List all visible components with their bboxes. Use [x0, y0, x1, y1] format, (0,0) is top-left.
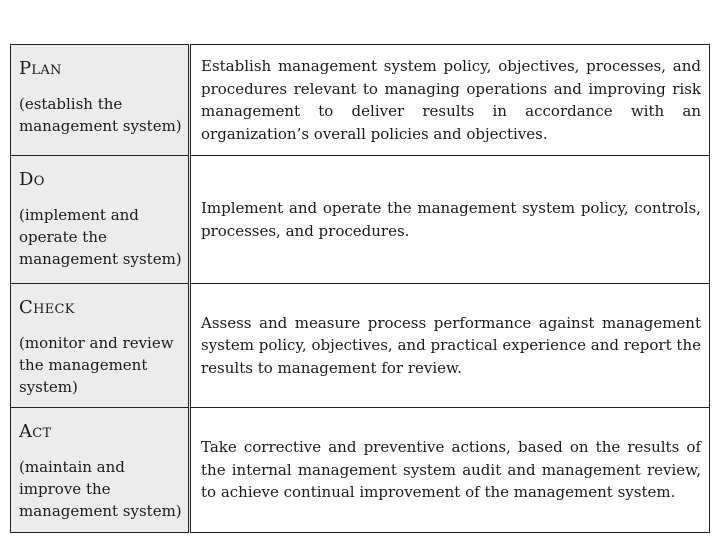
phase-description-check: Assess and measure process performance against management system policy, objectives, and practical experience and report the results to management for review. [201, 313, 701, 377]
phase-subtitle-act: (maintain and improve the management system) [19, 458, 182, 520]
phase-name-plan: Plan [19, 58, 62, 79]
phase-cell-check [11, 284, 190, 408]
table-row-check [11, 284, 710, 408]
phase-subtitle-plan: (establish the management system) [19, 95, 182, 135]
description-cell-act [190, 408, 710, 533]
table-row-act [11, 408, 710, 533]
description-cell-do [190, 156, 710, 284]
phase-cell-act [11, 408, 190, 533]
table-row-plan [11, 45, 710, 156]
phase-description-plan: Establish management system policy, objectives, processes, and procedures relevant to managing operations and improving risk management to deliver results in accordance with an organization’s overall policies and objectives. [201, 57, 701, 143]
phase-description-do: Implement and operate the management system policy, controls, processes, and procedures. [201, 199, 701, 240]
phase-description-act: Take corrective and preventive actions, based on the results of the internal management system audit and management review, to achieve continual improvement of the management system. [201, 438, 701, 502]
phase-subtitle-check: (monitor and review the management system) [19, 334, 174, 396]
phase-name-check: Check [19, 297, 75, 318]
phase-cell-do [11, 156, 190, 284]
phase-subtitle-do: (implement and operate the management system) [19, 206, 182, 268]
description-cell-plan [190, 45, 710, 156]
phase-cell-plan [11, 45, 190, 156]
phase-name-do: Do [19, 169, 45, 190]
phase-name-act: Act [19, 421, 52, 442]
pdca-table [10, 44, 710, 533]
description-cell-check [190, 284, 710, 408]
table-row-do [11, 156, 710, 284]
